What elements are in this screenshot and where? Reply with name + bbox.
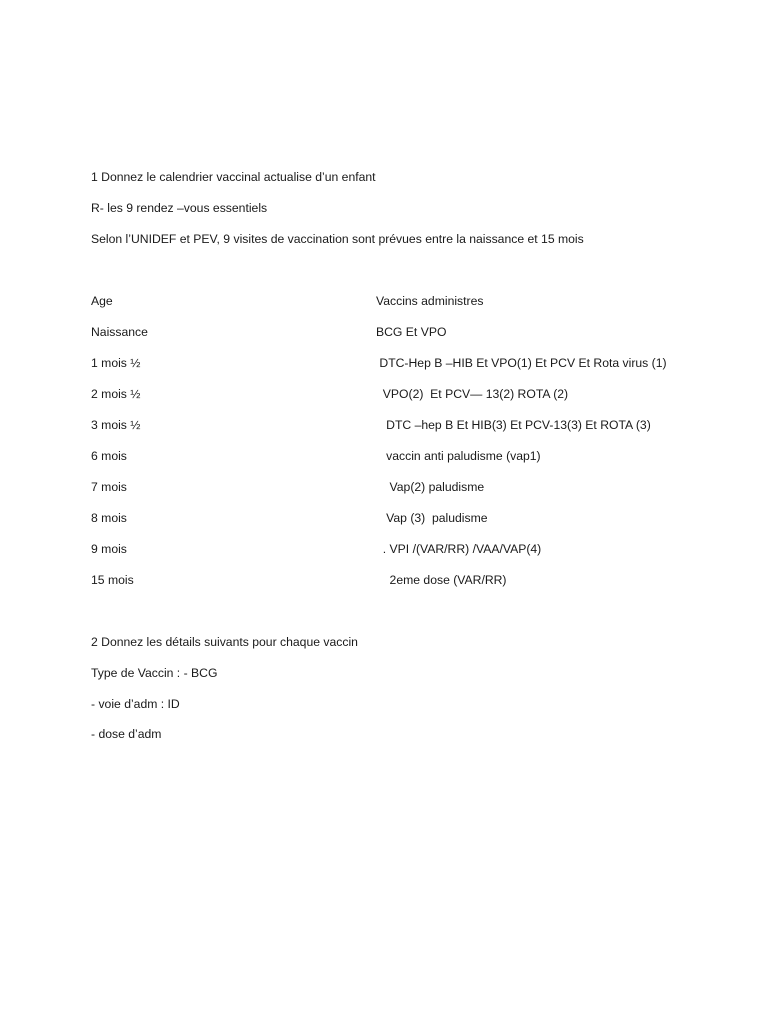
row-age: 3 mois ½ [91, 418, 141, 432]
table-row [91, 541, 731, 557]
vaccine-type-line: Type de Vaccin : - BCG [91, 666, 218, 680]
table-row [91, 572, 731, 588]
table-row [91, 324, 731, 340]
header-vaccines: Vaccins administres [376, 294, 484, 308]
table-row [91, 510, 731, 526]
row-vaccines: Vap(2) paludisme [376, 480, 485, 494]
row-vaccines: BCG Et VPO [376, 325, 447, 339]
row-age: 2 mois ½ [91, 387, 141, 401]
header-age: Age [91, 294, 113, 308]
row-age: 8 mois [91, 511, 127, 525]
row-vaccines: DTC-Hep B –HIB Et VPO(1) Et PCV Et Rota virus (1) [376, 356, 667, 370]
row-vaccines: vaccin anti paludisme (vap1) [376, 449, 541, 463]
table-row [91, 448, 731, 464]
table-row [91, 355, 731, 371]
context-paragraph: Selon l’UNIDEF et PEV, 9 visites de vaccination sont prévues entre la naissance et 15 mois [91, 232, 584, 246]
row-vaccines: . VPI /(VAR/RR) /VAA/VAP(4) [376, 542, 542, 556]
table-row [91, 386, 731, 402]
row-age: 1 mois ½ [91, 356, 141, 370]
table-row [91, 417, 731, 433]
row-age: Naissance [91, 325, 148, 339]
route-line: - voie d’adm : ID [91, 697, 180, 711]
row-age: 7 mois [91, 480, 127, 494]
table-header-row [91, 293, 731, 309]
question-2-title: 2 Donnez les détails suivants pour chaque vaccin [91, 635, 358, 649]
row-age: 9 mois [91, 542, 127, 556]
row-vaccines: VPO(2) Et PCV— 13(2) ROTA (2) [376, 387, 569, 401]
answer-intro: R- les 9 rendez –vous essentiels [91, 201, 268, 215]
dose-line: - dose d’adm [91, 727, 162, 741]
table-row [91, 479, 731, 495]
row-vaccines: 2eme dose (VAR/RR) [376, 573, 507, 587]
question-1-title: 1 Donnez le calendrier vaccinal actualise d’un enfant [91, 170, 376, 184]
row-vaccines: Vap (3) paludisme [376, 511, 488, 525]
row-age: 15 mois [91, 573, 134, 587]
row-vaccines: DTC –hep B Et HIB(3) Et PCV-13(3) Et ROTA (3) [376, 418, 651, 432]
row-age: 6 mois [91, 449, 127, 463]
